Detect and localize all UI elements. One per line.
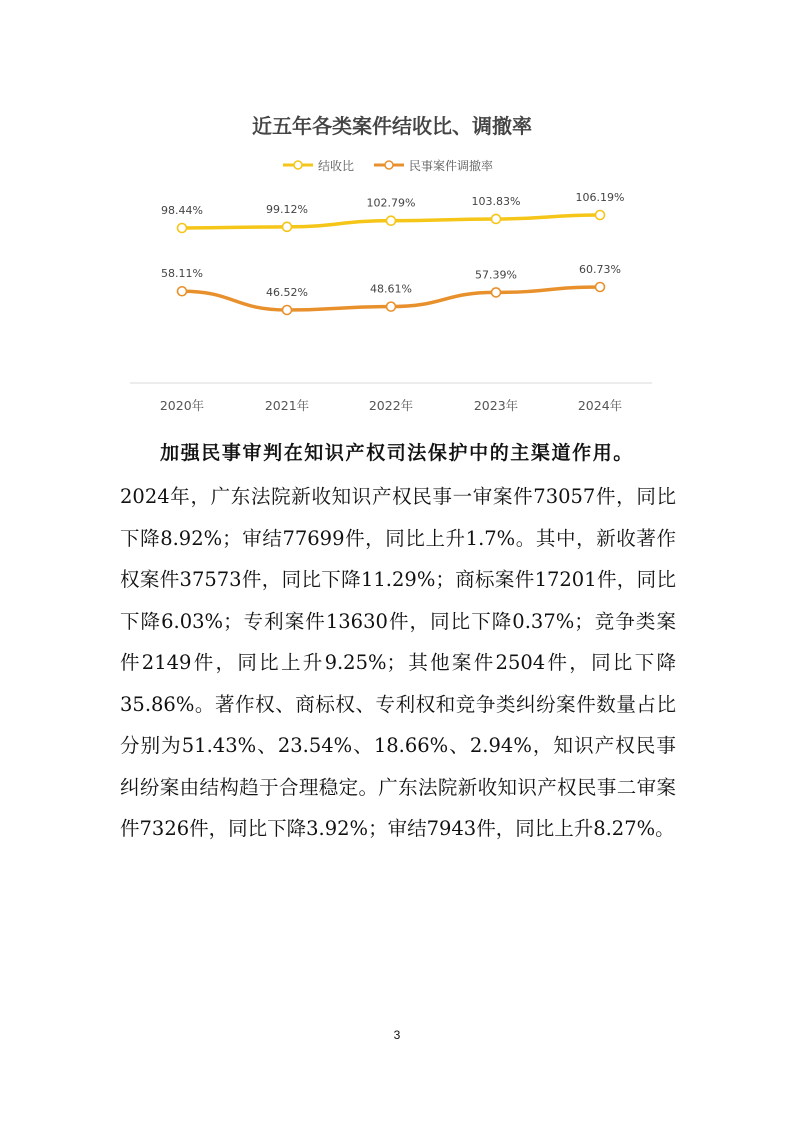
data-point — [387, 302, 396, 311]
section-heading: 加强民事审判在知识产权司法保护中的主渠道作用。 — [160, 442, 634, 464]
data-label: 46.52% — [266, 286, 308, 299]
legend-label: 结收比 — [318, 159, 355, 173]
chart-title: 近五年各类案件结收比、调撤率 — [252, 114, 532, 138]
data-point — [596, 211, 605, 220]
data-label: 48.61% — [370, 282, 412, 296]
x-tick-label: 2020年 — [159, 398, 205, 413]
legend-item-series-1 — [374, 158, 493, 173]
data-point — [178, 224, 187, 233]
data-label: 99.12% — [266, 202, 308, 216]
paragraph: 2024年，广东法院新收知识产权民事一审案件73057件，同比下降8.92%；审结77699件，同比上升1.7%。其中，新收著作权案件37573件，同比下降11.29%；商标案件17201件，同比下降6.03%；专利案件13630件，同比下降0.37%；竞争类案件2149件，同比上升9.25%；其他案件2504件，同比下降35.86%。著作权、商标权、专利权和竞争类纠纷案件数量占比分别为51.43%、23.54%、18.66%、2.94%，知识产权民事纠纷案由结构趋于合理稳定。广东法院新收知识产权民事二审案件7326件，同比下降3.92%；审结7943件，同比上升8.27%。 — [120, 485, 676, 840]
x-tick-label: 2021年 — [264, 398, 310, 413]
data-label: 98.44% — [161, 204, 203, 217]
data-label: 58.11% — [161, 267, 203, 281]
data-label: 103.83% — [471, 194, 521, 208]
data-label: 106.19% — [575, 191, 625, 204]
data-point — [492, 288, 501, 297]
data-point — [596, 283, 605, 292]
body-text — [120, 476, 676, 850]
legend — [283, 158, 493, 173]
data-label: 57.39% — [475, 268, 517, 282]
data-point — [387, 216, 396, 225]
data-point — [492, 214, 501, 223]
data-label: 102.79% — [366, 196, 416, 210]
page-number: 3 — [393, 1028, 401, 1042]
data-point — [283, 306, 292, 315]
data-label: 60.73% — [579, 263, 621, 276]
line-chart — [0, 0, 794, 430]
legend-item-series-0 — [283, 158, 354, 173]
legend-label: 民事案件调撤率 — [409, 159, 494, 173]
x-tick-label: 2024年 — [577, 398, 623, 413]
x-tick-label: 2023年 — [473, 398, 519, 413]
data-point — [178, 287, 187, 296]
x-tick-label: 2022年 — [368, 398, 414, 413]
data-point — [283, 222, 292, 231]
